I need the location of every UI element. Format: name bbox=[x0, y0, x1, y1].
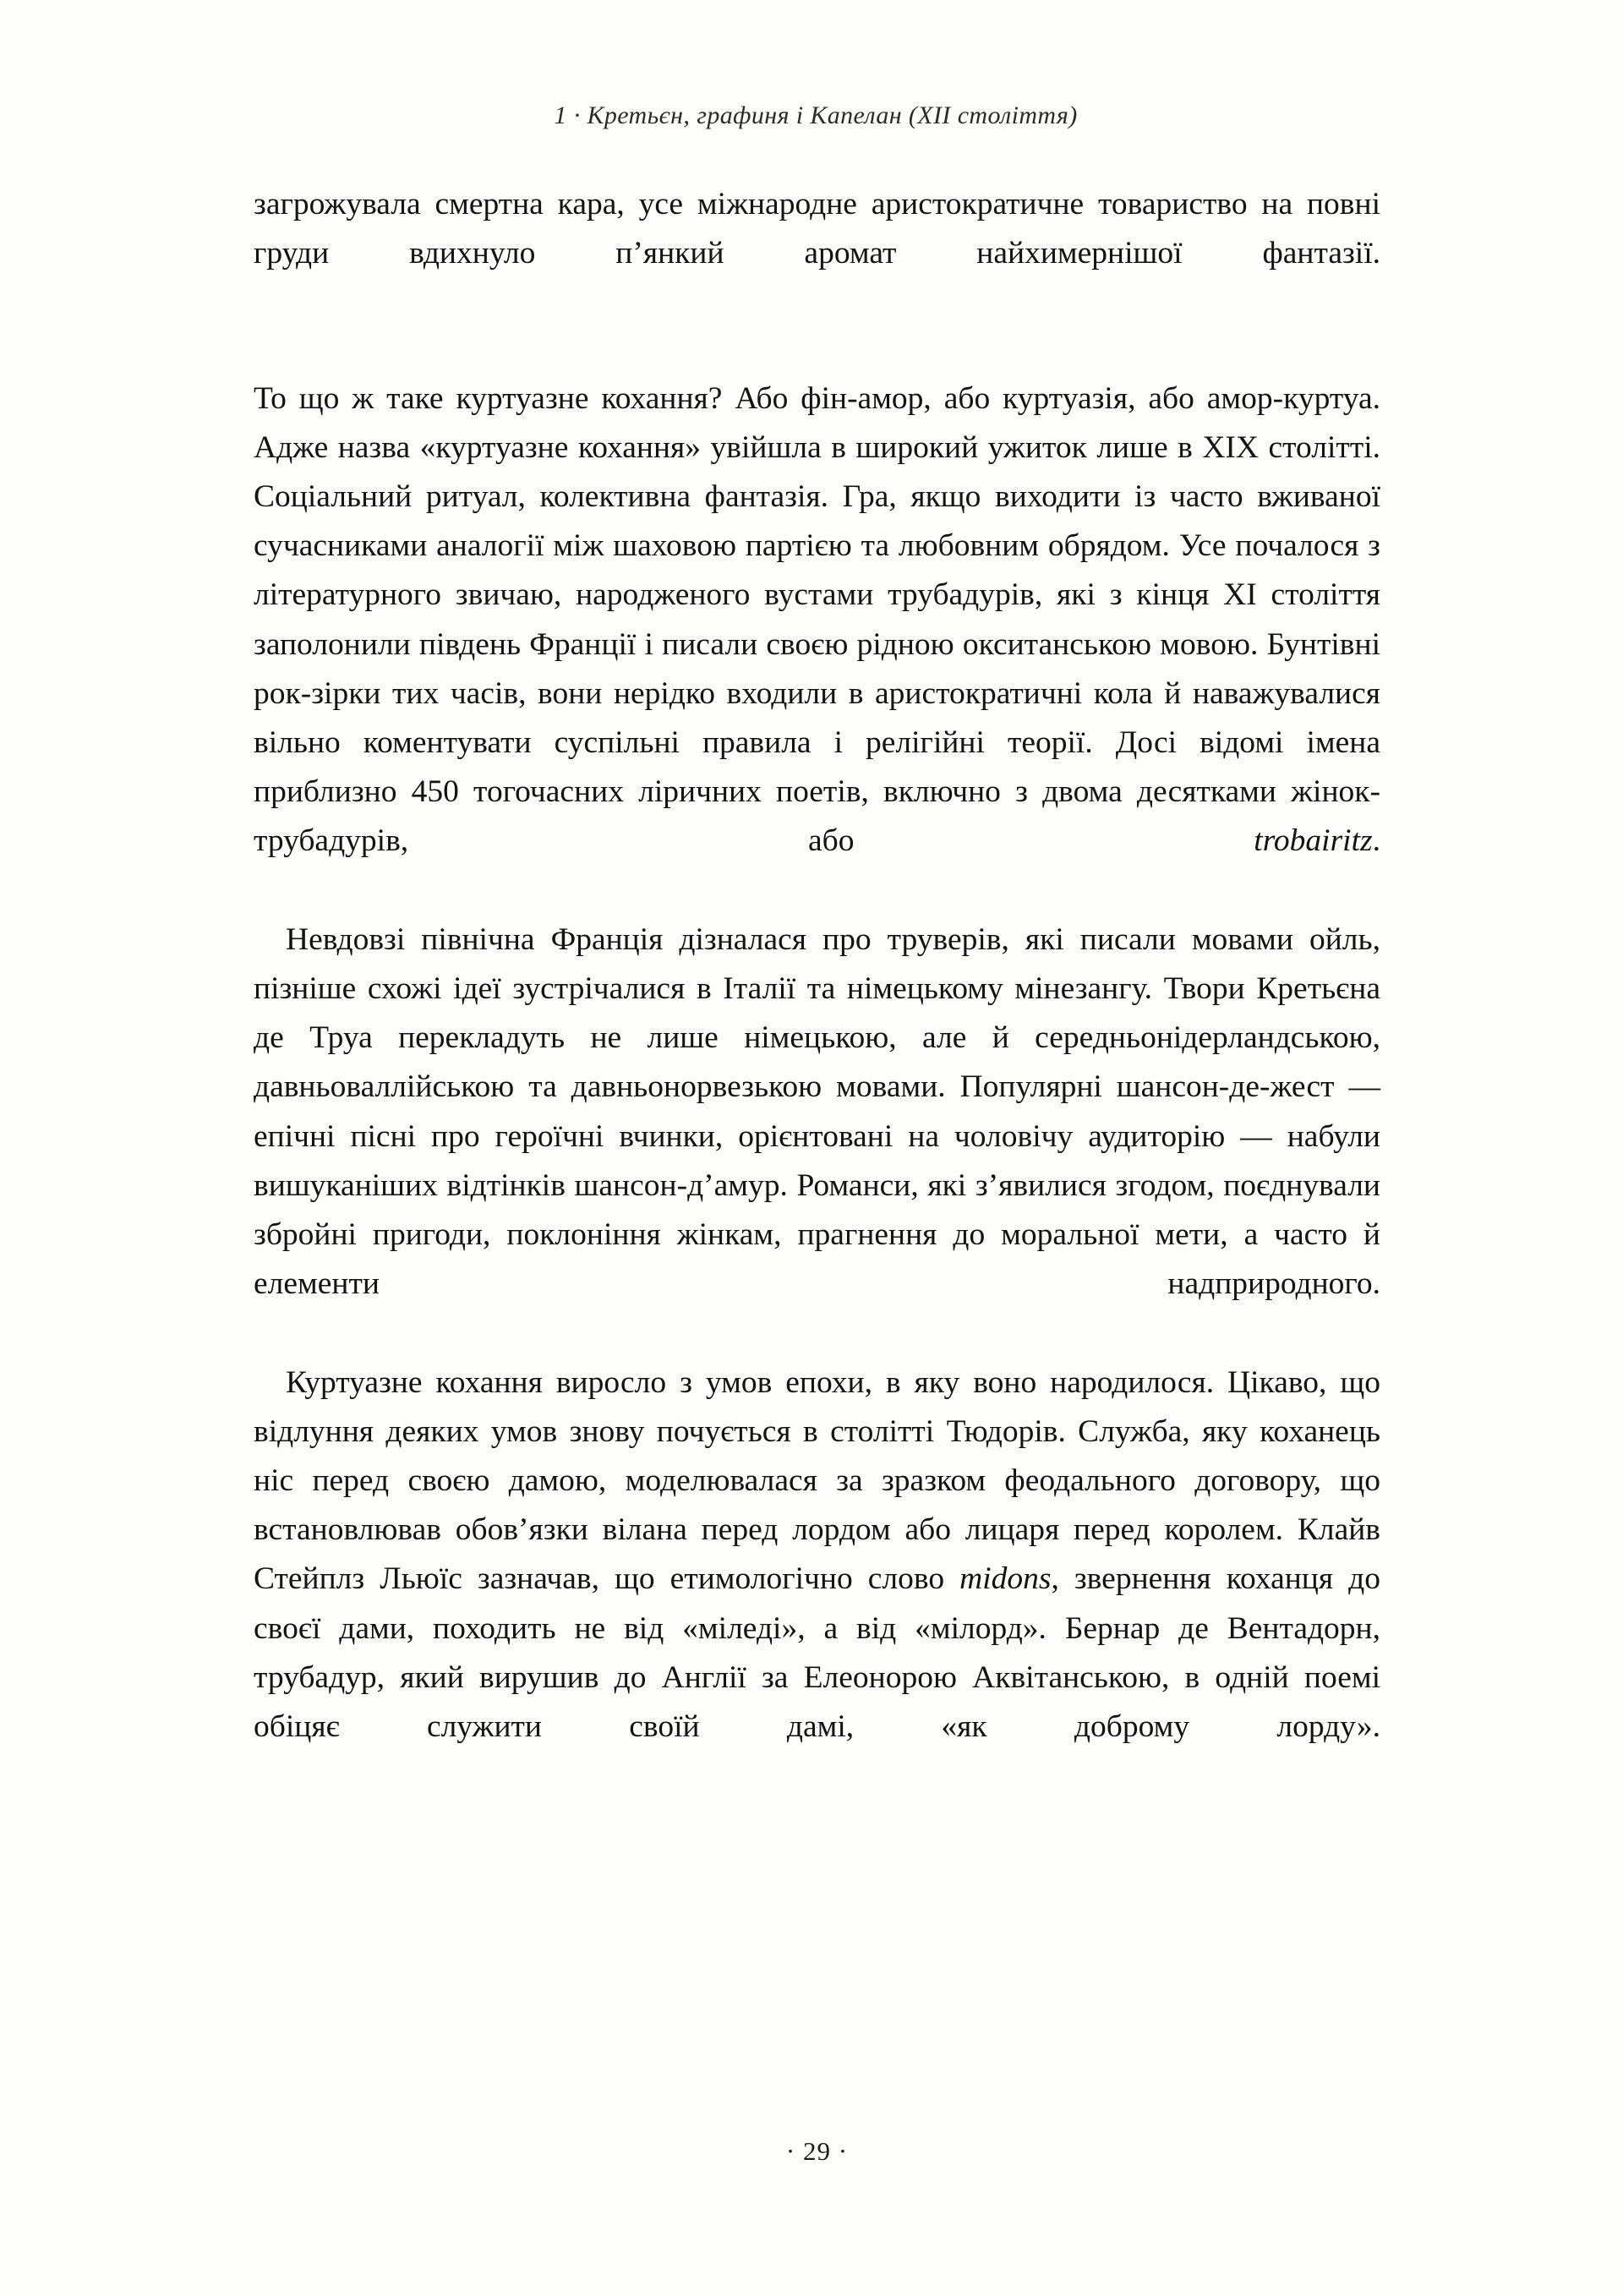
paragraph-4-text-after-italic: , звернення коханця до своєї дами, походить не від «міледі», а від «мілорд». Бернар де Вентадорн, трубадур, який вирушив до Англії за Елеонорою Аквітанською, в одній поемі обіцяє служити своїй дамі, «як доброму лорду». bbox=[254, 1561, 1380, 1745]
paragraph-1 bbox=[254, 180, 1380, 328]
body-text bbox=[254, 180, 1380, 1801]
paragraph-4-text-before-italic: Куртуазне кохання виросло з умов епохи, в яку воно народилося. Цікаво, що відлуння деяких умов знову почується в столітті Тюдорів. Служба, яку коханець ніс перед своєю дамою, моделювалася за зразком феодального договору, що встановлював обов’язки вілана перед лордом або лицаря перед королем. Клайв Стейплз Льюїс зазначав, що етимологічно слово bbox=[254, 1364, 1380, 1597]
paragraph-4-italic-term: midons bbox=[959, 1561, 1052, 1597]
paragraph-2-text-after-italic: . bbox=[1372, 823, 1380, 859]
page-number: · 29 · bbox=[785, 2136, 849, 2166]
paragraph-2-italic-term: trobairitz bbox=[1254, 823, 1373, 859]
paragraph-3 bbox=[254, 916, 1380, 1358]
paragraph-2 bbox=[254, 374, 1380, 916]
paragraph-4 bbox=[254, 1358, 1380, 1801]
paragraph-3-text: Невдовзі північна Франція дізналася про труверів, які писали мовами ойль, пізніше схожі ідеї зустрічалися в Італії та німецькому мінезангу. Твори Кретьєна де Труа перекладуть не лише німецькою, але й середньонідерландською, давньоваллійською та давньонорвезькою мовами. Популярні шансон-де-жест — епічні пісні про героїчні вчинки, орієнтовані на чоловічу аудиторію — набули вишуканіших відтінків шансон-д’амур. Романси, які з’явилися згодом, поєднували збройні пригоди, поклоніння жінкам, прагнення до моральної мети, а часто й елементи надприродного. bbox=[254, 921, 1380, 1302]
paragraph-2-text-before-italic: То що ж таке куртуазне кохання? Або фін-амор, або куртуазія, або амор-куртуа. Адже назва «куртуазне кохання» увійшла в широкий ужиток лише в XIX столітті. Соціальний ритуал, колективна фантазія. Гра, якщо виходити із часто вживаної сучасниками аналогії між шаховою партією та любовним обрядом. Усе почалося з літературного звичаю, народженого вустами трубадурів, які з кінця XI століття заполонили південь Франції і писали своєю рідною окситанською мовою. Бунтівні рок-зірки тих часів, вони нерідко входили в аристократичні кола й наважувалися вільно коментувати суспільні правила і релігійні теорії. Досі відомі імена приблизно 450 тогочасних ліричних поетів, включно з двома десятками жінок-трубадурів, або bbox=[254, 380, 1380, 859]
paragraph-1-text: загрожувала смертна кара, усе міжнародне аристократичне товариство на повні груди вдихнуло п’янкий аромат найхимернішої фантазії. bbox=[254, 187, 1380, 271]
running-header: 1 · Кретьєн, графиня і Капелан (XII століття) bbox=[554, 101, 1078, 129]
